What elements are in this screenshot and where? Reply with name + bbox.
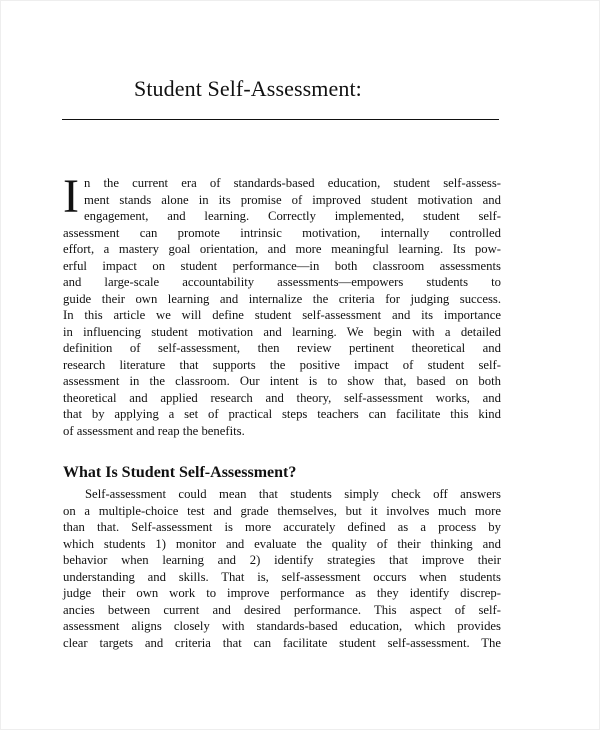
text-line: judge their own work to improve performance as they identify discrep- [63,586,501,600]
text-line: behavior when learning and 2) identify strategies that improve their [63,553,501,567]
drop-cap: I [63,170,79,223]
text-line: n the current era of standards-based education, student self-assess- [84,176,501,190]
section-heading: What Is Student Self-Assessment? [63,464,297,481]
text-line: assessment in the classroom. Our intent is to show that, based on both [63,374,501,388]
text-line: erful impact on student performance—in both classroom assessments [63,258,501,273]
text-line: ment stands alone in its promise of improved student motivation and [84,192,501,207]
text-line: in influencing student motivation and learning. We begin with a detailed [63,324,501,339]
section-paragraph [63,486,501,651]
text-line: engagement, and learning. Correctly implemented, student self- [84,209,501,223]
text-line: understanding and skills. That is, self-assessment occurs when students [63,569,501,584]
text-line: and large-scale accountability assessments—empowers students to [63,275,501,289]
text-line: of assessment and reap the benefits. [63,423,245,438]
text-line: which students 1) monitor and evaluate the quality of their thinking and [63,536,501,551]
text-line: on a multiple-choice test and grade themselves, but it involves much more [63,503,501,518]
text-line: research literature that supports the positive impact of student self- [63,357,501,372]
text-line: assessment aligns closely with standards-based education, which provides [63,619,501,633]
title-underline-rule [62,119,499,120]
text-line: that by applying a set of practical steps teachers can facilitate this kind [63,407,501,421]
text-line: ancies between current and desired performance. This aspect of self- [63,602,501,617]
text-line: guide their own learning and internalize the criteria for judging success. [63,291,501,306]
text-line: theoretical and applied research and theory, self-assessment works, and [63,390,501,405]
text-line: definition of self-assessment, then review pertinent theoretical and [63,341,501,355]
text-line: effort, a mastery goal orientation, and more meaningful learning. Its pow- [63,242,501,256]
text-line: Self-assessment could mean that students simply check off answers [85,487,501,501]
page-title: Student Self-Assessment: [134,76,362,101]
intro-paragraph [63,170,501,439]
text-line: than that. Self-assessment is more accurately defined as a process by [63,520,501,534]
text-line: clear targets and criteria that can facilitate student self-assessment. The [63,635,501,650]
text-line: assessment can promote intrinsic motivation, internally controlled [63,225,501,240]
text-line: In this article we will define student self-assessment and its importance [63,308,501,322]
